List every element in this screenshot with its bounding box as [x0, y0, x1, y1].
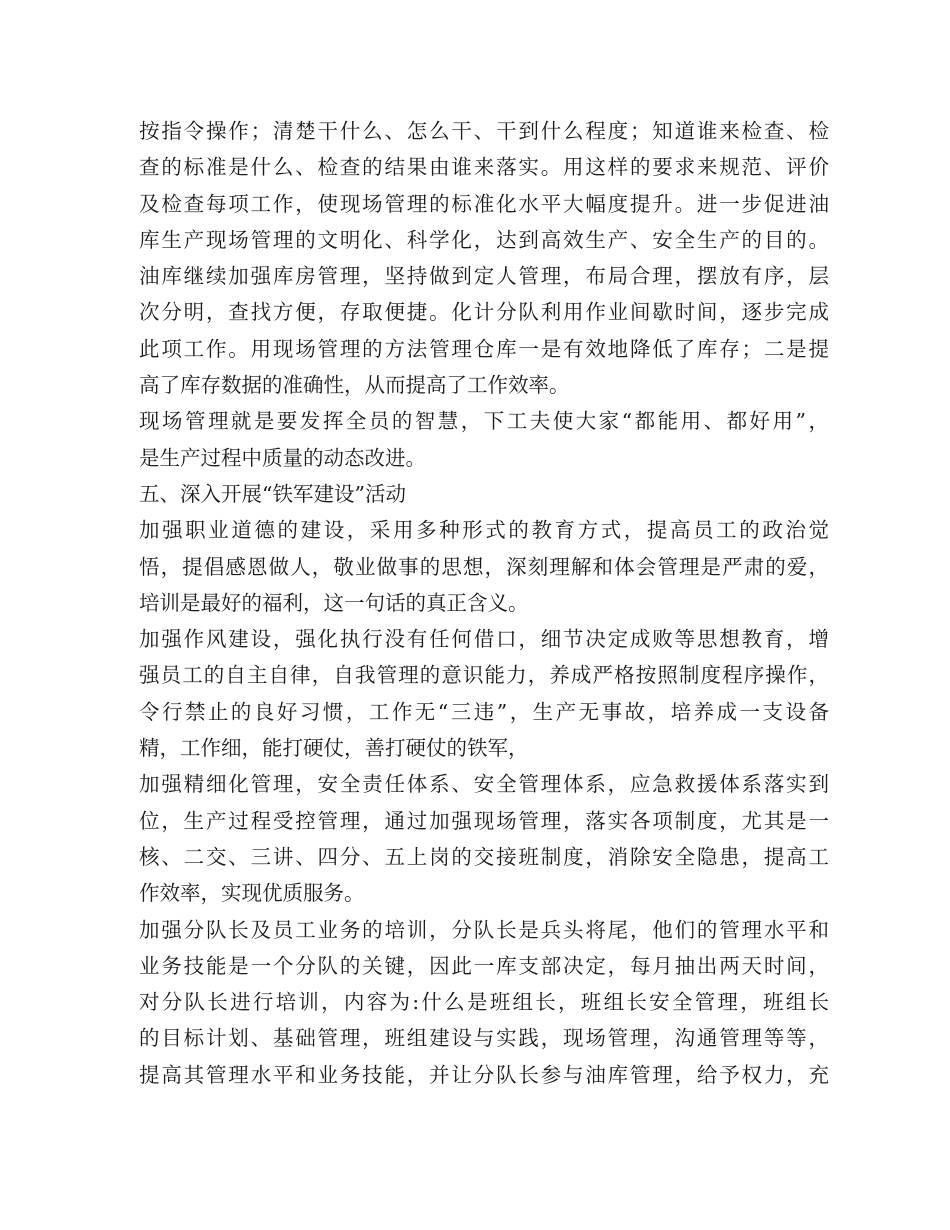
text-line: 强员工的自主自律，自我管理的意识能力，养成严格按照制度程序操作， [139, 663, 829, 688]
text-line: 按指令操作；清楚干什么、怎么干、干到什么程度；知道谁来检查、检 [139, 119, 829, 143]
document-body [139, 113, 829, 1093]
text-line: 令行禁止的良好习惯，工作无“三违”，生产无事故，培养成一支设备 [139, 699, 829, 724]
text-line: 加强职业道德的建设，采用多种形式的教育方式，提高员工的政治觉 [139, 518, 829, 543]
text-line: 是生产过程中质量的动态改进。 [139, 445, 426, 470]
text-line: 位，生产过程受控管理，通过加强现场管理，落实各项制度，尤其是一 [139, 808, 829, 833]
text-line: 精，工作细，能打硬仗，善打硬仗的铁军， [139, 736, 529, 761]
section-heading: 五、深入开展“铁军建设”活动 [139, 481, 406, 506]
text-line: 提高其管理水平和业务技能，并让分队长参与油库管理，给予权力，充 [139, 1062, 829, 1087]
text-line: 的目标计划、基础管理，班组建设与实践，现场管理，沟通管理等等， [139, 1026, 829, 1051]
text-line: 高了库存数据的准确性，从而提高了工作效率。 [139, 373, 570, 398]
text-line: 库生产现场管理的文明化、科学化，达到高效生产、安全生产的目的。 [139, 227, 829, 252]
text-line: 现场管理就是要发挥全员的智慧，下工夫使大家“都能用、都好用”， [139, 409, 829, 434]
text-line: 作效率，实现优质服务。 [139, 881, 365, 906]
text-line: 次分明，查找方便，存取便捷。化计分队利用作业间歇时间，逐步完成 [139, 300, 829, 325]
text-line: 加强精细化管理，安全责任体系、安全管理体系，应急救援体系落实到 [139, 772, 829, 797]
text-line: 加强作风建设，强化执行没有任何借口，细节决定成败等思想教育，增 [139, 627, 829, 652]
text-line: 培训是最好的福利，这一句话的真正含义。 [139, 590, 529, 615]
text-line: 此项工作。用现场管理的方法管理仓库一是有效地降低了库存；二是提 [139, 336, 829, 361]
text-line: 对分队长进行培训，内容为:什么是班组长，班组长安全管理，班组长 [139, 990, 829, 1015]
text-line: 业务技能是一个分队的关键，因此一库支部决定，每月抽出两天时间， [139, 953, 829, 978]
text-line: 油库继续加强库房管理，坚持做到定人管理，布局合理，摆放有序，层 [139, 264, 829, 289]
text-line: 加强分队长及员工业务的培训，分队长是兵头将尾，他们的管理水平和 [139, 917, 829, 942]
text-line: 及检查每项工作，使现场管理的标准化水平大幅度提升。进一步促进油 [139, 191, 829, 216]
text-line: 核、二交、三讲、四分、五上岗的交接班制度，消除安全隐患，提高工 [139, 844, 829, 869]
text-line: 查的标准是什么、检查的结果由谁来落实。用这样的要求来规范、评价 [139, 155, 829, 180]
text-line: 悟，提倡感恩做人，敬业做事的思想，深刻理解和体会管理是严肃的爱， [139, 554, 829, 579]
